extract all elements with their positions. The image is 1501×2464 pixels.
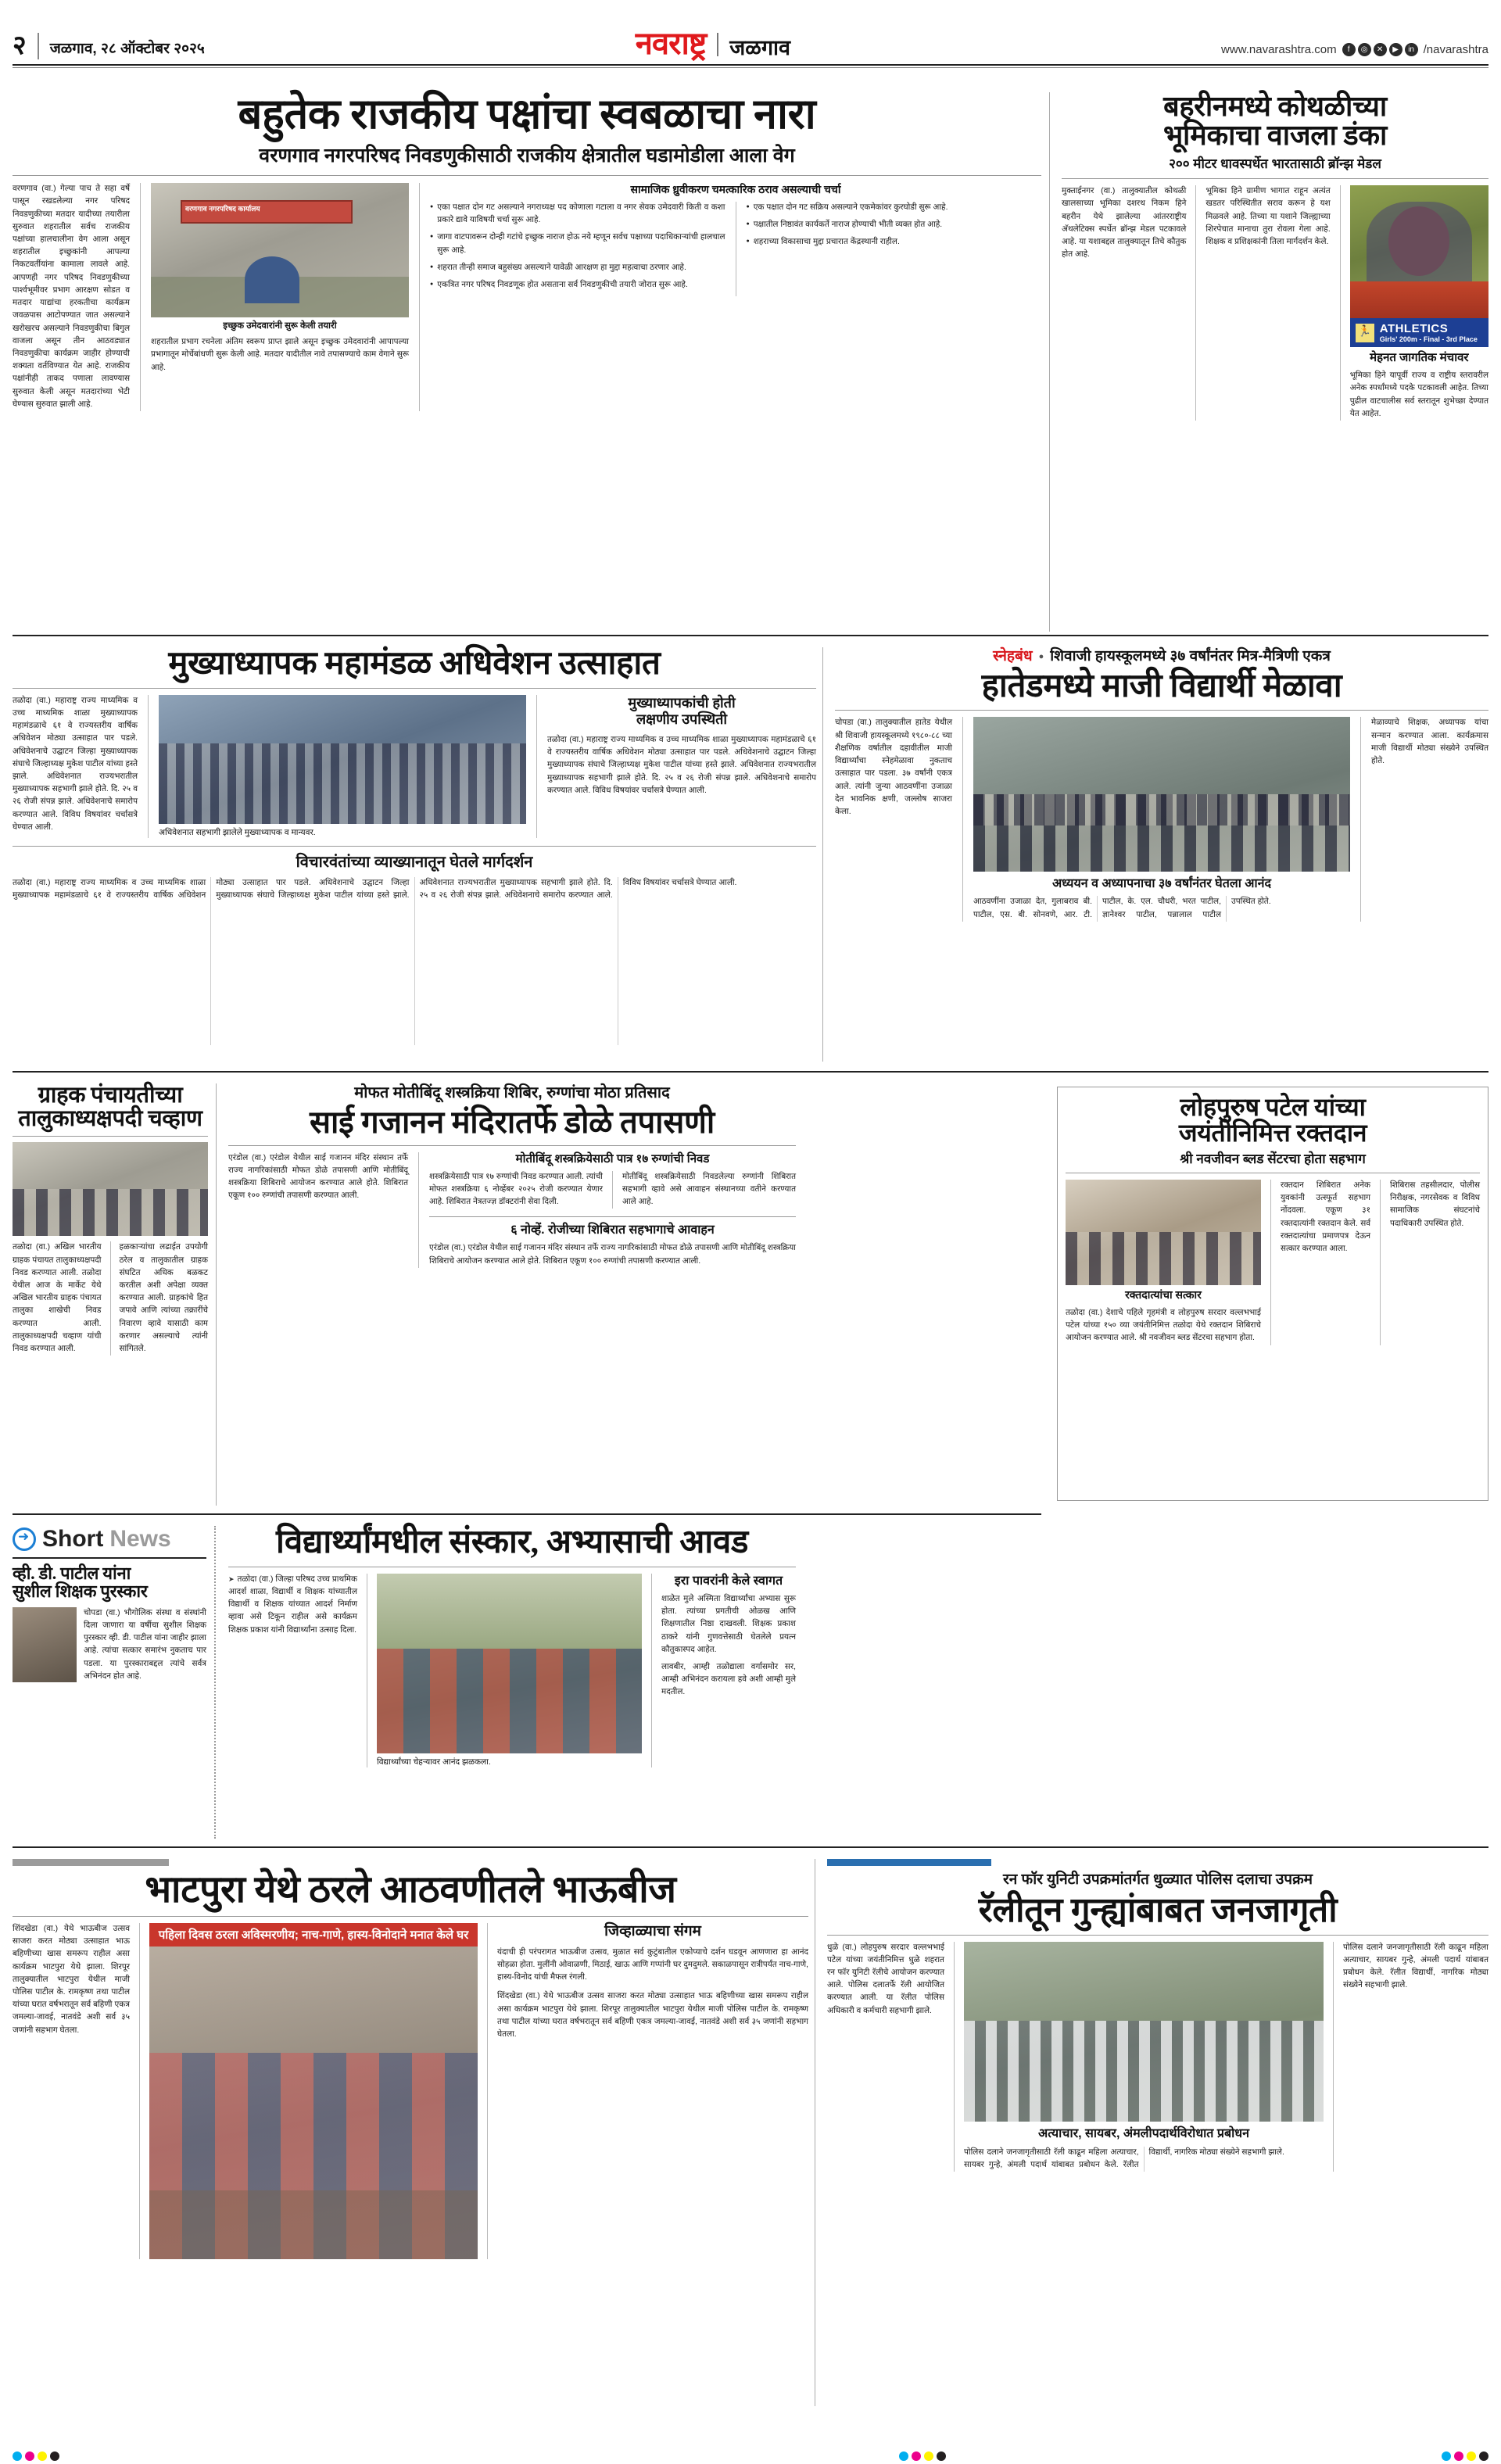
bhaubeej-box-text2: शिंदखेडा (वा.) येथे भाऊबीज उत्सव साजरा करत मोठ्या उत्साहात भाऊ बहिणीच्या खास समरूप राहील असा कार्यक्रम भाटपुरा येथे झाला. शिरपूर तालुक्यातील भाटपुरा येथील माजी पोलिस पाटील के. रामकृष्ण तथा पाटील यांच्या घरात वर्षभरातून सर्व बहिणी एकत्र जमल्या-जावई, नातवंडे अशी सर्व ३५ जणांनी सहभाग घेतला. (497, 1992, 808, 2040)
police-col3: पोलिस दलाने जनजागृतीसाठी रॅली काढून महिला अत्याचार, सायबर गुन्हे, अंमली पदार्थ यांबाबत प्रबोधन केले. रॅलीत विद्यार्थी, नागरिक मोठ्या संख्येने सहभागी झाले. (1343, 1943, 1488, 1990)
bhaubeej-banner: पहिला दिवस ठरला अविस्मरणीय; नाच-गाणे, हास्य-विनोदाने मनात केले घर (149, 1923, 478, 1946)
column-divider-2 (822, 647, 823, 1062)
edition-city: जळगाव (729, 36, 791, 59)
reunion-kicker-red: स्नेहबंध (993, 648, 1033, 664)
athletics-badge (1350, 318, 1488, 347)
social-icons (1342, 43, 1418, 56)
consumer-headline-l2: तालुकाध्यक्षपदी चव्हाण (18, 1106, 202, 1132)
police-body-columns (964, 2147, 1324, 2172)
youtube-icon[interactable]: ▶ (1389, 43, 1402, 56)
bhaubeej-headline: भाटपुरा येथे ठरले आठवणीतले भाऊबीज (145, 1869, 676, 1911)
yellow-dot (38, 2451, 47, 2461)
masthead-right (1221, 43, 1488, 59)
lead-photo-block (151, 183, 409, 411)
cyan-dot (899, 2451, 908, 2461)
bhaubeej-box-text: यंदाची ही परंपरागत भाऊबीज उत्सव, मुळात सर्व कुटुंबातील एकोप्याचे दर्शन घडवून आणणारा हा आनंद सोहळा होता. मुलींनी ओवाळणी, मिठाई, खाऊ आणि गप्पांनी घर दुमदुमले. सकाळपासून रात्रीपर्यंत नाच-गाणे, हास्य-विनोद यांची मैफल रंगली. (497, 1947, 808, 1982)
bahrain-headline-line2: भूमिकाचा वाजला डंका (1162, 120, 1388, 152)
blood-photo-caption: रक्तदात्यांचा सत्कार (1125, 1288, 1202, 1301)
section-rule-2 (13, 1071, 1488, 1073)
cmyk-dots-right (1442, 2451, 1488, 2461)
short-news-body: चोपडा (वा.) भौगोलिक संस्था व संस्थांनी दिला जाणारा या वर्षीचा सुशील शिक्षक पुरस्कार व्ही. डी. पाटील यांना जाहीर झाला आहे. त्यांचा सत्कार समारंभ नुकताच पार पडला. या पुरस्काराबद्दल त्यांचे सर्वत्र अभिनंदन होत आहे. (84, 1608, 206, 1681)
blue-band (827, 1859, 991, 1866)
students-col2: शाळेत मुले अस्मिता विद्यार्थ्यांचा अभ्यास सुरू होता. त्यांच्या प्रगतीची ओळख आणि शिक्षणातील निष्ठा दाखवली. शिक्षक प्रकाश ठाकरे यांनी गुणवत्तेसाठी घेतलेले प्रयत्न कौतुकास्पद आहेत. (661, 1594, 796, 1654)
bahrain-col2: भूमिका हिने ग्रामीण भागात राहून अत्यंत खडतर परिस्थितीत सराव करून हे यश मिळवले आहे. तिच्या या यशाने जिल्ह्याच्या शिरपेचात मानाचा तुरा रोवला गेला आहे. शिक्षक व प्रशिक्षकांनी तिला मार्गदर्शन केले. (1205, 187, 1331, 247)
magenta-dot (25, 2451, 34, 2461)
lead-headline: बहुतेक राजकीय पक्षांचा स्वबळाचा नारा (238, 91, 816, 138)
short-news-label-1: Short (42, 1526, 104, 1552)
eyecamp-kicker: मोफत मोतीबिंदू शस्त्रक्रिया शिबिर, रुग्णांचा मोठा प्रतिसाद (354, 1084, 670, 1101)
police-photo-block (964, 1942, 1324, 2172)
social-handle: /navarashtra (1423, 43, 1488, 56)
blood-subhead: श्री नवजीवन ब्लड सेंटरचा होता सहभाग (1180, 1151, 1366, 1166)
police-col1: धुळे (वा.) लोहपुरुष सरदार वल्लभभाई पटेल यांच्या जयंतीनिमित्त धुळे शहरात रन फॉर युनिटी रॅलीचे आयोजन करण्यात आले. पोलिस दलातर्फे रॅली आयोजित करण्यात आली. या रॅलीत पोलिस अधिकारी व कर्मचारी सहभागी झाले. (827, 1943, 944, 2015)
blood-donation-story (1057, 1087, 1488, 1501)
bullet-item: ● शहराच्या विकासाचा मुद्दा प्रचारात केंद्रस्थानी राहील. (747, 236, 1042, 249)
principals-story (13, 647, 816, 1045)
cyan-dot (1442, 2451, 1451, 2461)
reunion-names-text: आठवणींना उजाळा देत, गुलाबराव बी. पाटील, एस. बी. सोनवणे, आर. टी. पाटील, के. एल. चौधरी, भरत पाटील, ज्ञानेश्वर पाटील, पन्नालाल पाटील उपस्थित होते. (973, 897, 1271, 919)
students-photo (377, 1574, 642, 1753)
athlete-photo (1350, 185, 1488, 318)
eyecamp-col4: एरंडोल (वा.) एरंडोल येथील साई गजानन मंदिर संस्थान तर्फे राज्य नागरिकांसाठी मोफत डोळे तपासणी आणि मोतीबिंदू शस्त्रक्रिया शिबिराचे आयोजन करण्यात आले होते. शिबिरात एकूण १०० रुग्णांची तपासणी करण्यात आली. (429, 1244, 796, 1266)
bahrain-photo-block (1350, 185, 1488, 421)
bahrain-subhead: २०० मीटर धावस्पर्धेत भारतासाठी ब्रॉन्झ मेडल (1169, 156, 1381, 171)
lead-box-title: सामाजिक ध्रुवीकरण चमत्कारिक ठराव असल्याची चर्चा (630, 183, 841, 196)
bullet-item: ● एक पक्षात दोन गट सक्रिय असल्याने एकमेकांवर कुरघोडी सुरू आहे. (747, 202, 1042, 214)
students-right (661, 1574, 796, 1767)
bhaubeej-col1: शिंदखेडा (वा.) येथे भाऊबीज उत्सव साजरा करत मोठ्या उत्साहात भाऊ बहिणीच्या खास समरूप राहील असा कार्यक्रम भाटपुरा येथे झाला. शिरपूर तालुक्यातील भाटपुरा येथील माजी पोलिस पाटील के. रामकृष्ण तथा पाटील यांच्या घरात वर्षभरातून सर्व बहिणी एकत्र जमल्या-जावई, नातवंडे अशी सर्व ३५ जणांनी सहभाग घेतला. (13, 1924, 130, 2035)
kicker-dot-icon: ● (1038, 651, 1044, 661)
reunion-col1: चोपडा (वा.) तालुक्यातील हातेड येथील श्री शिवाजी हायस्कूलमध्ये १९८०-८८ च्या शैक्षणिक वर्षातील दहावीतील माजी विद्यार्थ्यांचा स्नेहमेळावा नुकताच उत्साहात पार पडला. ३७ वर्षांनी एकत्र आले. त्यांनी जुन्या आठवणींना उजाळा देत भावनिक क्षणी, जल्लोष साजरा केला. (835, 718, 952, 816)
bullet-item: ● एकत्रित नगर परिषद निवडणूक होत असताना सर्व निवडणुकीची तयारी जोरात सुरू आहे. (430, 279, 725, 292)
masthead-divider (38, 33, 39, 59)
yellow-dot (1467, 2451, 1476, 2461)
bullet-item: ● जागा वाटपावरून दोन्ही गटांचे इच्छुक नाराज होऊ नये म्हणून सर्वच पक्षाच्या पदाधिकाऱ्यांची हालचाल सुरू आहे. (430, 231, 725, 256)
principals-right-text: तळोदा (वा.) महाराष्ट्र राज्य माध्यमिक व उच्च माध्यमिक शाळा मुख्याध्यापक महामंडळाचे ६१ वे राज्यस्तरीय वार्षिक अधिवेशन मोठ्या उत्साहात पार पडले. अधिवेशनाचे उद्घाटन जिल्हा मुख्याध्यापक संघाचे जिल्हाध्यक्ष मुकेश पाटील यांच्या हस्ते झाले. अधिवेशनात राज्यभरातील मुख्याध्यापक सहभागी झाले होते. दि. २५ व २६ रोजी संपन्न झाले. अधिवेशनाचे समारोप करण्यात आले. विविध विषयांवर चर्चासत्रे घेण्यात आली. (547, 735, 816, 795)
blood-col2: रक्तदान शिबिरात अनेक युवकांनी उत्स्फूर्त सहभाग नोंदवला. एकूण ३१ रक्तदात्यांनी रक्तदान केले. सर्व रक्तदात्यांचा प्रमाणपत्र देऊन सत्कार करण्यात आला. (1281, 1180, 1370, 1254)
students-story (228, 1526, 796, 1767)
principals-right-col (547, 695, 816, 838)
students-col3: लावबीर, आम्ही तळोद्याला वर्गासमोर सर, आम्ही अभिनंदन करायला हवे अशी आम्ही मुले मदतील. (661, 1662, 796, 1697)
eyecamp-story (228, 1083, 796, 1268)
masthead-logo-group (205, 28, 1221, 59)
short-news-title-l2: सुशील शिक्षक पुरस्कार (13, 1581, 148, 1601)
blood-headline-l1: लोहपुरुष पटेल यांच्या (1180, 1093, 1366, 1121)
bahrain-photo-caption: मेहनत जागतिक मंचावर (1370, 351, 1469, 365)
bhaubeej-photo-block (149, 1923, 478, 2259)
students-photo-block (377, 1574, 642, 1767)
badge-subtitle: Girls' 200m - Final - 3rd Place (1379, 335, 1478, 344)
bahrain-story (1062, 92, 1488, 421)
principals-body-columns (13, 877, 816, 1045)
consumer-headline-l1: ग्राहक पंचायतीच्या (38, 1083, 183, 1108)
eyecamp-col2: शस्त्रक्रियेसाठी पात्र १७ रुग्णांची निवड करण्यात आली. त्यांची मोफत शस्त्रक्रिया ६ नोव्हेंबर २०२५ रोजी करण्यात येणार आहे. शिबिरात नेत्रतज्ज्ञ डॉक्टरांनी सेवा दिली. (429, 1172, 603, 1207)
police-kicker: रन फॉर युनिटी उपक्रमांतर्गत धुळ्यात पोलिस दलाचा उपक्रम (1002, 1871, 1313, 1888)
short-news-block (13, 1526, 206, 1683)
section-rule-1 (13, 635, 1488, 636)
lead-story (13, 92, 1041, 411)
students-sub: इरा पावरांनी केले स्वागत (674, 1574, 783, 1588)
masthead-dateline: जळगाव, २८ ऑक्टोबर २०२५ (49, 41, 205, 57)
principals-right-title-l1: मुख्याध्यापकांची होती (628, 694, 736, 711)
police-story (827, 1859, 1488, 2172)
lead-photo-caption: इच्छुक उमेदवारांनी सुरू केली तयारी (223, 321, 337, 331)
cmyk-dots-left (13, 2451, 59, 2461)
office-signboard-text: वरणगाव नगरपरिषद कार्यालय (185, 205, 260, 213)
police-body-text: पोलिस दलाने जनजागृतीसाठी रॅली काढून महिला अत्याचार, सायबर गुन्हे, अंमली पदार्थ यांबाबत प्रबोधन केले. रॅलीत विद्यार्थी, नागरिक मोठ्या संख्येने सहभागी झाले. (964, 2147, 1284, 2169)
lead-subhead: वरणगाव नगरपरिषद निवडणुकीसाठी राजकीय क्षेत्रातील घडामोडीला आला वेग (259, 145, 795, 167)
lead-photo (151, 183, 409, 317)
blood-photo (1066, 1180, 1261, 1285)
consumer-story (13, 1083, 208, 1356)
bhaubeej-box (497, 1923, 808, 2259)
column-divider (1049, 92, 1050, 632)
consumer-photo (13, 1142, 208, 1236)
section-rule-4 (13, 1846, 1488, 1848)
cmyk-dots-center (899, 2451, 946, 2461)
lead-col1: वरणगाव (वा.) गेल्या पाच ते सहा वर्षे पासून रखडलेल्या नगर परिषद निवडणुकीच्या मतदार यादीच्या तयारीला सुरुवात शहरातील सर्वच राजकीय पक्षांच्या हालचालीना वेग आला असून शहरातील इच्छुकांनी आपल्या निकटवर्तीयांना कामाला लावले आहे. आपणही नगर परिषद निवडणुकीच्या पार्श्वभूमीवर प्रभाग आरक्षण सोडत व मतदार याद्यांचा हरकतीचा कार्यक्रम जवळपास आटोपण्यात जात असल्याने खरोखरच असल्याने निवडणुकीचा बिगुल वाजला असून तीन आठवड्यात निवडणुकीचा कार्यक्रम जाहीर होण्याची शक्यता वर्तविण्यात येत आहे. राजकीय पक्षांनीही ताकद पणाला लावण्यास सुरुवात केली असून मतदारांच्या भेटी घेण्यास सुरुवात झाली आहे. (13, 184, 130, 409)
bhaubeej-story (13, 1859, 808, 2259)
badge-title: ATHLETICS (1379, 322, 1449, 336)
runner-icon (1356, 324, 1374, 342)
magenta-dot (1454, 2451, 1463, 2461)
magenta-dot (912, 2451, 921, 2461)
masthead-left (13, 33, 205, 59)
blood-photo-block (1066, 1180, 1261, 1345)
column-divider-3 (216, 1083, 217, 1506)
masthead-rule (13, 64, 1488, 68)
consumer-col1: तळोदा (वा.) अखिल भारतीय ग्राहक पंचायत तालुकाध्यक्षपदी निवड करण्यात आली. तळोदा येथील आज के मार्केट येथे अखिल भारतीय ग्राहक पंचायत तालुका शाखेची निवड करण्यात आली. तालुकाध्यक्षपदी चव्हाण यांची निवड करण्यात आली. (13, 1243, 102, 1354)
reunion-col2: मेळाव्याचे शिक्षक, अध्यापक यांचा सन्मान करण्यात आला. कार्यक्रमास माजी विद्यार्थी मोठ्या संख्येने उपस्थित होते. (1371, 718, 1488, 766)
bahrain-headline-line1: बहरीनमध्ये कोथळीच्या (1163, 91, 1387, 122)
logo-divider (717, 33, 718, 56)
reunion-story (835, 647, 1488, 922)
reunion-headline: हातेडमध्ये माजी विद्यार्थी मेळावा (981, 668, 1342, 704)
principals-photo-block (159, 695, 526, 838)
principals-photo (159, 695, 526, 824)
police-headline: रॅलीतून गुन्ह्यांबाबत जनजागृती (978, 1890, 1338, 1929)
blood-col3: शिबिरास तहसीलदार, पोलीस निरीक्षक, नगरसेवक व विविध सामाजिक संघटनांचे पदाधिकारी उपस्थित होते. (1390, 1180, 1480, 1228)
students-col1: ➤ तळोदा (वा.) जिल्हा परिषद उच्च प्राथमिक आदर्श शाळा, विद्यार्थी व शिक्षक यांच्यातील विद्यार्थी व शिक्षक यांच्यात आदर्श निर्माण व्हावा असे टिकून राहील असे कार्यक्रम शिक्षक प्रकाश यांनी विद्यार्थ्यांना उत्साह दिला. (228, 1574, 357, 1767)
facebook-icon[interactable]: f (1342, 43, 1356, 56)
reunion-photo (973, 717, 1350, 872)
arrow-circle-icon (13, 1527, 36, 1551)
principals-subtitle: विचारवंतांच्या व्याख्यानातून घेतले मार्गदर्शन (13, 846, 816, 872)
linkedin-icon[interactable]: in (1405, 43, 1418, 56)
eyecamp-subright: मोतीबिंदू शस्त्रक्रियेसाठी पात्र १७ रुग्णांची निवड (515, 1151, 710, 1166)
lead-photo-col-text: शहरातील प्रभाग रचनेला अंतिम स्वरूप प्राप्त झाले असून इच्छुक उमेदवारांनी आपापल्या प्रभागातून मोर्चेबांधणी सुरू केली आहे. मतदार यादीतील नावे तपासण्याचे काम वेगाने सुरू आहे. (151, 338, 409, 372)
reunion-photo-block (973, 717, 1350, 921)
principals-col1: तळोदा (वा.) महाराष्ट्र राज्य माध्यमिक व उच्च माध्यमिक शाळा मुख्याध्यापक महामंडळाचे ६१ वे राज्यस्तरीय वार्षिक अधिवेशन मोठ्या उत्साहात पार पडले. अधिवेशनाचे उद्घाटन जिल्हा मुख्याध्यापक संघाचे जिल्हाध्यक्ष मुकेश पाटील यांच्या हस्ते झाले. अधिवेशनात राज्यभरातील मुख्याध्यापक सहभागी झाले होते. दि. २५ व २६ रोजी संपन्न झाले. अधिवेशनाचे समारोप करण्यात आले. विविध विषयांवर चर्चासत्रे घेण्यात आली. (13, 696, 138, 832)
bhaubeej-box-title: जिव्हाळ्याचा संगम (604, 1922, 701, 1939)
blood-headline-l2: जयंतीनिमित्त रक्तदान (1178, 1119, 1367, 1148)
reunion-kicker: शिवाजी हायस्कूलमध्ये ३७ वर्षांनंतर मित्र-मैत्रिणी एकत्र (1050, 648, 1331, 664)
cyan-dot (13, 2451, 22, 2461)
students-photo-caption: विद्यार्थ्यांच्या चेहऱ्यावर आनंद झळकला. (377, 1757, 491, 1767)
short-news-title-l1: व्ही. डी. पाटील यांना (13, 1563, 131, 1583)
yellow-dot (924, 2451, 933, 2461)
column-divider-4 (214, 1526, 216, 1839)
consumer-col2: हळकाऱ्यांचा लढाईत उपयोगी ठरेल व तालुकातील ग्राहक संघटित अधिक बळकट करतील अशी अपेक्षा व्यक्त करण्यात आली. ग्राहकांचे हित जपावे आणि त्यांच्या तक्रारींचे निवारण व्हावे यासाठी काम करणार असल्याचे त्यांनी सांगितले. (119, 1243, 208, 1354)
x-icon[interactable]: ✕ (1374, 43, 1387, 56)
website-url[interactable]: www.navarashtra.com (1221, 43, 1337, 56)
masthead (13, 11, 1488, 59)
publication-logo: नवराष्ट्र (635, 26, 707, 61)
bullet-item: ● शहरात तीन्ही समाज बहुसंख्य असल्याने यावेळी आरक्षण हा मुद्दा महत्वाचा ठरणार आहे. (430, 262, 725, 274)
eyecamp-right (429, 1152, 796, 1268)
bhaubeej-photo (149, 1946, 478, 2259)
section-rule-3 (13, 1513, 1041, 1515)
principals-body-text: तळोदा (वा.) महाराष्ट्र राज्य माध्यमिक व उच्च माध्यमिक शाळा मुख्याध्यापक महामंडळाचे ६१ वे राज्यस्तरीय वार्षिक अधिवेशन मोठ्या उत्साहात पार पडले. अधिवेशनाचे उद्घाटन जिल्हा मुख्याध्यापक संघाचे जिल्हाध्यक्ष मुकेश पाटील यांच्या हस्ते झाले. अधिवेशनात राज्यभरातील मुख्याध्यापक सहभागी झाले होते. दि. २५ व २६ रोजी संपन्न झाले. अधिवेशनाचे समारोप करण्यात आले. विविध विषयांवर चर्चासत्रे घेण्यात आली. (13, 878, 737, 900)
short-news-header (13, 1526, 206, 1553)
bullet-item: ● एका पक्षात दोन गट असल्याने नगराध्यक्ष पद कोणाला गटाला व नगर सेवक उमेदवारी किती व कशा प्रकारे द्यावे याविषयी चर्चा सुरू आहे. (430, 202, 725, 227)
eyecamp-sub2: ६ नोव्हें. रोजीच्या शिबिरात सहभागाचे आवाहन (429, 1216, 796, 1237)
gray-band (13, 1859, 169, 1866)
principals-headline: मुख्याध्यापक महामंडळ अधिवेशन उत्साहात (168, 646, 661, 682)
eyecamp-headline: साई गजानन मंदिरातर्फे डोळे तपासणी (310, 1105, 715, 1140)
bahrain-col1: मुक्ताईनगर (वा.) तालुक्यातील कोथळी खालसाच्या भूमिका दशरथ निकम हिने बहरीन येथे झालेल्या आंतरराष्ट्रीय अ‍ॅथलेटिक्स स्पर्धेत ब्रॉन्झ मेडल पटकावले आहे. या यशाबद्दल तालुक्यातून तिचे कौतुक होत आहे. (1062, 187, 1187, 260)
lead-bullets-right (747, 202, 1042, 296)
bahrain-col3: भूमिका हिने यापूर्वी राज्य व राष्ट्रीय स्तरावरील अनेक स्पर्धांमध्ये पदके पटकावली आहेत. तिच्या पुढील वाटचालीस सर्व स्तरातून शुभेच्छा देण्यात येत आहेत. (1349, 371, 1488, 418)
police-photo-caption: अत्याचार, सायबर, अंमलीपदार्थविरोधात प्रबोधन (1038, 2126, 1249, 2140)
principals-photo-caption: अधिवेशनात सहभागी झालेले मुख्याध्यापक व मान्यवर. (159, 827, 316, 837)
page-number: २ (13, 31, 27, 60)
black-dot (50, 2451, 59, 2461)
bullet-item: ● पक्षातील निष्ठावंत कार्यकर्ते नाराज होण्याची भीती व्यक्त होत आहे. (747, 219, 1042, 231)
police-photo (964, 1942, 1324, 2122)
short-news-label-2: News (109, 1526, 171, 1552)
black-dot (1479, 2451, 1488, 2461)
short-news-portrait (13, 1607, 77, 1682)
black-dot (937, 2451, 946, 2461)
students-headline: विद्यार्थ्यांमधील संस्कार, अभ्यासाची आवड (275, 1524, 749, 1560)
lead-bullets-left (430, 202, 725, 296)
eyecamp-col3: मोतीबिंदू शस्त्रक्रियेसाठी निवडलेल्या रुग्णांनी शिबिरात सहभागी व्हावे असे आवाहन संस्थानच्या वतीने करण्यात आले आहे. (622, 1172, 796, 1207)
reunion-names (973, 896, 1350, 921)
instagram-icon[interactable]: ◎ (1358, 43, 1371, 56)
eyecamp-col1: एरंडोल (वा.) एरंडोल येथील साई गजानन मंदिर संस्थान तर्फे राज्य नागरिकांसाठी मोफत डोळे तपासणी आणि मोतीबिंदू शस्त्रक्रिया शिबिराचे आयोजन करण्यात आले होते. शिबिरात एकूण १०० रुग्णांची तपासणी करण्यात आली. (228, 1153, 408, 1201)
reunion-photo-caption: अध्ययन व अध्यापनाचा ३७ वर्षांनंतर घेतला आनंद (1051, 877, 1272, 891)
blood-col1: तळोदा (वा.) देशाचे पहिले गृहमंत्री व लोहपुरुष सरदार वल्लभभाई पटेल यांच्या १५० व्या जयंतीनिमित्त तळोदा येथे रक्तदान शिबिराचे आयोजन करण्यात आले. श्री नवजीवन ब्लड सेंटरचा सहभाग होता. (1066, 1308, 1261, 1343)
principals-right-title-l2: लक्षणीय उपस्थिती (636, 711, 728, 728)
lead-analysis-box (430, 183, 1041, 411)
